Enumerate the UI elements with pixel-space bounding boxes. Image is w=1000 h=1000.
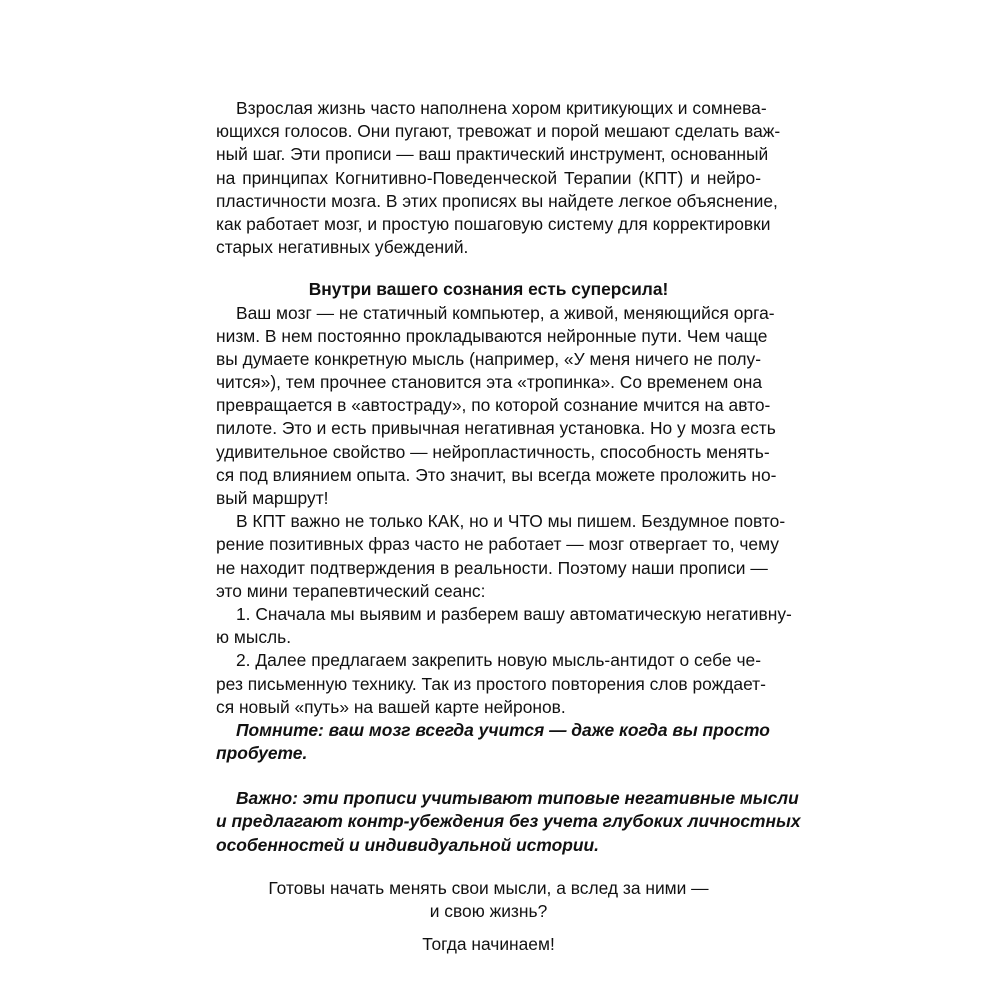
text-line: на принципах Когнитивно-Поведенческой Терапии (КПТ) и нейро- — [216, 167, 761, 188]
text-line: Готовы начать менять свои мысли, а вслед за ними — — [268, 877, 709, 898]
text-line: и свою жизнь? — [429, 901, 548, 921]
text-line: рение позитивных фраз часто не работает — мозг отвергает то, чему — [216, 534, 779, 555]
text-line: вый маршрут! — [216, 488, 329, 508]
text-line: и предлагают контр-убеждения без учета глубоких личностных — [216, 811, 801, 832]
closing-question — [216, 877, 761, 923]
text-line: Взрослая жизнь часто наполнена хором критикующих и сомнева- — [236, 98, 767, 118]
text-line: пробуете. — [216, 743, 308, 764]
step-one — [216, 603, 792, 649]
text-line: Помните: ваш мозг всегда учится — даже когда вы просто — [236, 719, 770, 740]
text-line: превращается в «автостраду», по которой сознание мчится на авто- — [216, 395, 771, 416]
brain-paragraph — [216, 302, 777, 511]
text-line: ся новый «путь» на вашей карте нейронов. — [216, 696, 566, 717]
text-line: 2. Далее предлагаем закрепить новую мысль-антидот о себе че- — [236, 650, 761, 671]
text-line: старых негативных убеждений. — [216, 237, 469, 258]
remember-note — [216, 719, 770, 765]
intro-paragraph — [216, 97, 781, 259]
text-line: вы думаете конкретную мысль (например, «У меня ничего не полу- — [216, 348, 761, 369]
text-line: Ваш мозг — не статичный компьютер, а живой, меняющийся орга- — [236, 302, 775, 323]
text-line: пластичности мозга. В этих прописях вы найдете легкое объяснение, — [216, 190, 778, 211]
text-line: это мини терапевтический сеанс: — [216, 580, 486, 601]
closing-line: Тогда начинаем! — [422, 934, 555, 955]
text-line: ся под влиянием опыта. Это значит, вы всегда можете проложить но- — [216, 464, 777, 485]
cbt-paragraph — [216, 510, 786, 603]
text-line: ющихся голосов. Они пугают, тревожат и порой мешают сделать важ- — [216, 121, 781, 142]
text-line: ю мысль. — [216, 627, 292, 648]
text-line: удивительное свойство — нейропластичность, способность менять- — [216, 441, 770, 462]
document-page — [216, 97, 801, 956]
text-line: рез письменную технику. Так из простого повторения слов рождает- — [216, 673, 766, 694]
text-line: как работает мозг, и простую пошаговую систему для корректировки — [216, 213, 771, 234]
text-line: Важно: эти прописи учитывают типовые негативные мысли — [236, 788, 799, 809]
important-note — [216, 787, 801, 857]
text-line: особенностей и индивидуальной истории. — [216, 834, 599, 855]
text-line: низм. В нем постоянно прокладываются нейронные пути. Чем чаще — [216, 325, 768, 346]
text-line: чится»), тем прочнее становится эта «тропинка». Со временем она — [216, 372, 763, 393]
text-line: не находит подтверждения в реальности. Поэтому наши прописи — — [216, 557, 768, 578]
section-heading: Внутри вашего сознания есть суперсила! — [308, 279, 669, 300]
text-line: 1. Сначала мы выявим и разберем вашу автоматическую негативну- — [236, 603, 792, 624]
text-line: В КПТ важно не только КАК, но и ЧТО мы пишем. Бездумное повто- — [236, 511, 786, 532]
step-two — [216, 649, 766, 719]
text-line: пилоте. Это и есть привычная негативная установка. Но у мозга есть — [216, 418, 776, 439]
text-line: ный шаг. Эти прописи — ваш практический инструмент, основанный — [216, 144, 769, 165]
